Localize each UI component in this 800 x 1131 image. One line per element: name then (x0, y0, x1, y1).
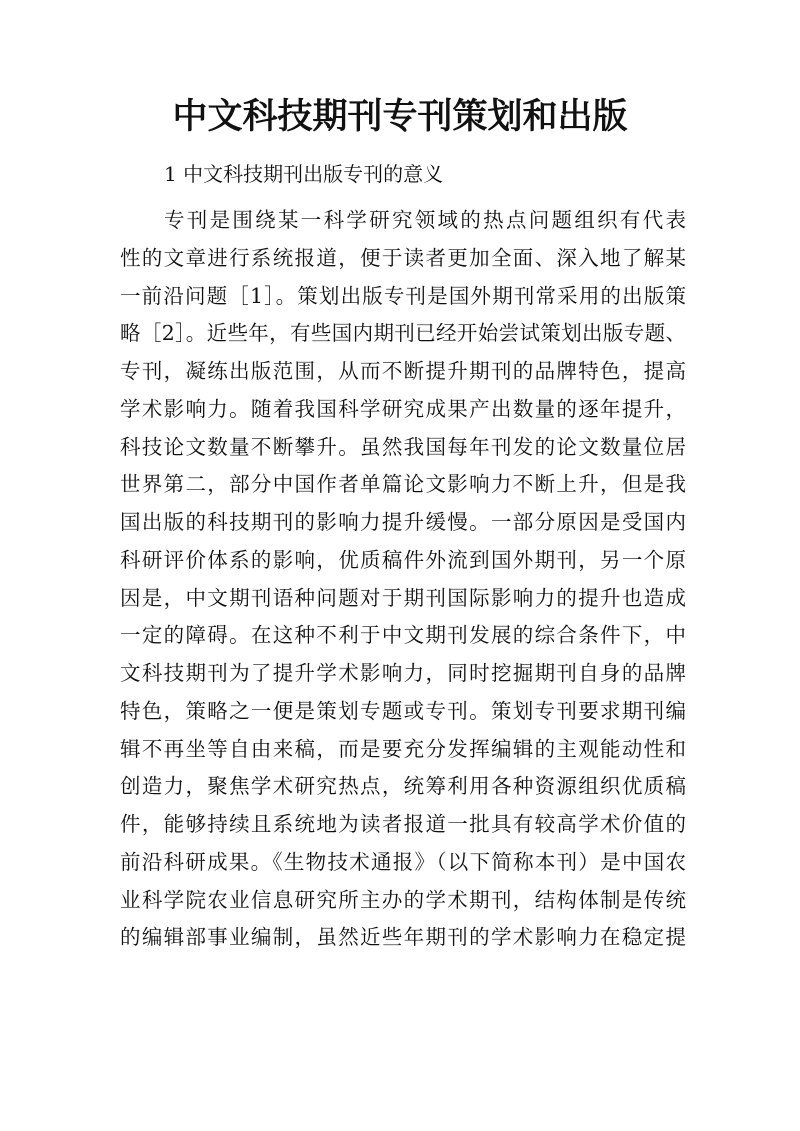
paragraph-line: 的编辑部事业编制，虽然近些年期刊的学术影响力在稳定提 (120, 925, 686, 950)
paragraph-line: 文科技期刊为了提升学术影响力，同时挖掘期刊自身的品牌 (120, 661, 686, 685)
paragraph-line: 世界第二，部分中国作者单篇论文影响力不断上升，但是我 (120, 472, 686, 497)
section-heading: 1 中文科技期刊出版专刊的意义 (164, 162, 444, 186)
paragraph-line: 特色，策略之一便是策划专题或专刊。策划专刊要求期刊编 (120, 698, 686, 723)
paragraph-line: 专刊，凝练出版范围，从而不断提升期刊的品牌特色，提高 (120, 359, 686, 383)
paragraph-line: 前沿科研成果。《生物技术通报》（以下简称本刊）是中国农 (120, 849, 686, 874)
paragraph-line: 专刊是围绕某一科学研究领域的热点问题组织有代表 (164, 208, 686, 232)
paragraph-line: 一定的障碍。在这种不利于中文期刊发展的综合条件下，中 (120, 623, 686, 648)
paragraph-line: 创造力，聚焦学术研究热点，统筹利用各种资源组织优质稿 (120, 774, 686, 799)
paragraph-line: 性的文章进行系统报道，便于读者更加全面、深入地了解某 (120, 245, 686, 270)
paragraph-line: 一前沿问题［1］。策划出版专刊是国外期刊常采用的出版策 (120, 283, 686, 308)
paragraph-line: 件，能够持续且系统地为读者报道一批具有较高学术价值的 (120, 812, 686, 836)
document-title: 中文科技期刊专刊策划和出版 (172, 96, 628, 137)
paragraph-line: 因是，中文期刊语种问题对于期刊国际影响力的提升也造成 (120, 585, 686, 610)
paragraph-line: 科研评价体系的影响，优质稿件外流到国外期刊，另一个原 (120, 547, 686, 572)
paragraph-line: 业科学院农业信息研究所主办的学术期刊，结构体制是传统 (120, 887, 686, 912)
paragraph-line: 辑不再坐等自由来稿，而是要充分发挥编辑的主观能动性和 (120, 736, 686, 761)
paragraph-line: 科技论文数量不断攀升。虽然我国每年刊发的论文数量位居 (120, 434, 686, 459)
paragraph-line: 略［2］。近些年，有些国内期刊已经开始尝试策划出版专题、 (120, 321, 686, 346)
paragraph-line: 国出版的科技期刊的影响力提升缓慢。一部分原因是受国内 (120, 510, 686, 534)
body-paragraph (120, 202, 686, 957)
paragraph-line: 学术影响力。随着我国科学研究成果产出数量的逐年提升， (120, 396, 686, 421)
